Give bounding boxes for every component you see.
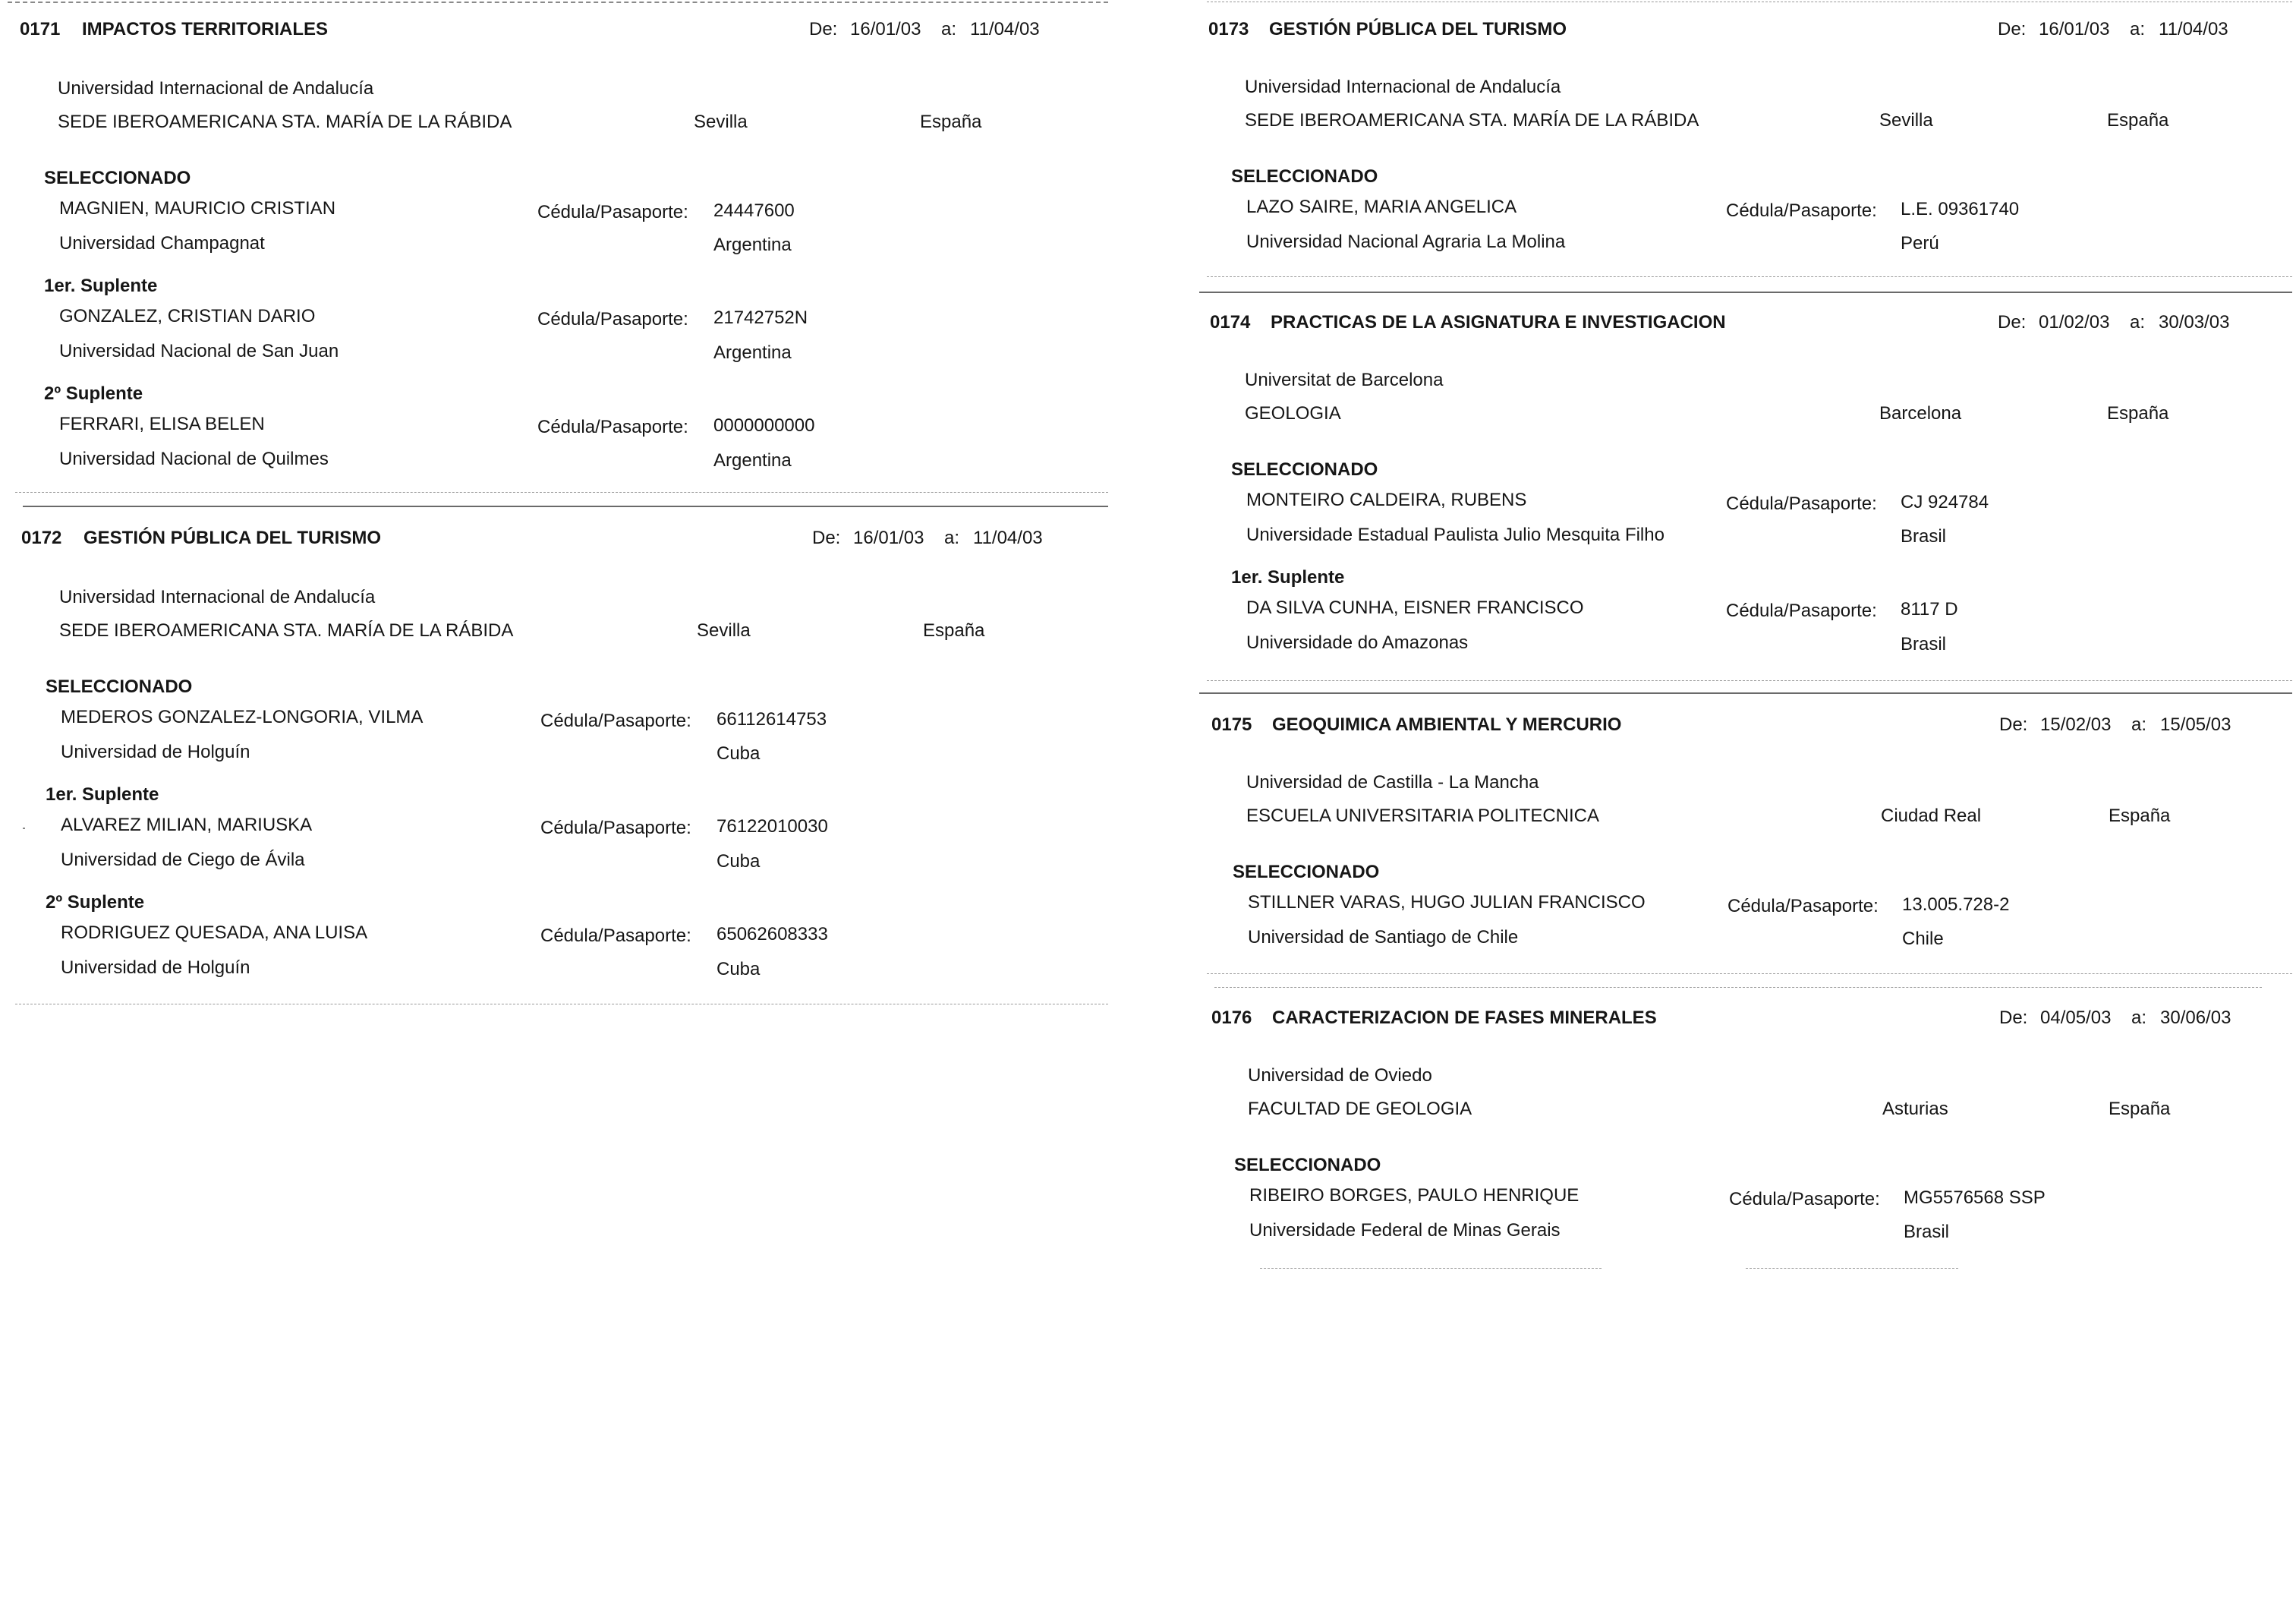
person-id: 13.005.728-2 [1902, 894, 2010, 915]
person-nationality: Cuba [717, 851, 761, 872]
date-to-label: a: [2130, 19, 2146, 39]
id-label: Cédula/Pasaporte: [537, 417, 688, 437]
person-id: 66112614753 [717, 709, 827, 730]
person-name: GONZALEZ, CRISTIAN DARIO [59, 306, 316, 326]
institution: Universitat de Barcelona [1245, 370, 1444, 390]
role-seleccionado: SELECCIONADO [1231, 166, 1378, 187]
role-seleccionado: SELECCIONADO [1234, 1155, 1381, 1175]
city: Sevilla [694, 112, 748, 132]
city: Sevilla [697, 620, 751, 641]
person-university: Universidade Federal de Minas Gerais [1249, 1220, 1561, 1241]
role-seleccionado: SELECCIONADO [44, 168, 191, 188]
person-nationality: Perú [1901, 233, 1939, 254]
divider [1260, 1268, 1602, 1269]
person-name: MAGNIEN, MAURICIO CRISTIAN [59, 198, 336, 219]
person-university: Universidad Nacional de Quilmes [59, 449, 329, 469]
id-label: Cédula/Pasaporte: [540, 926, 691, 946]
date-to: 11/04/03 [973, 528, 1043, 548]
divider [8, 2, 1108, 3]
person-university: Universidad de Ciego de Ávila [61, 850, 305, 870]
id-label: Cédula/Pasaporte: [537, 309, 688, 330]
person-nationality: Cuba [717, 959, 761, 979]
institution: Universidad de Castilla - La Mancha [1246, 772, 1539, 793]
divider [1207, 680, 2292, 681]
id-label: Cédula/Pasaporte: [540, 711, 691, 731]
divider [1207, 973, 2292, 974]
date-from-label: De: [1998, 312, 2027, 333]
role-seleccionado: SELECCIONADO [1233, 862, 1380, 882]
divider [1214, 987, 2262, 988]
person-university: Universidad de Holguín [61, 957, 250, 978]
person-id: MG5576568 SSP [1904, 1187, 2046, 1208]
record-code: 0175 [1211, 714, 1252, 735]
divider [23, 506, 1108, 507]
city: Sevilla [1879, 110, 1933, 131]
divider [1199, 692, 2292, 694]
id-label: Cédula/Pasaporte: [540, 818, 691, 838]
date-from: 16/01/03 [853, 528, 924, 548]
role-seleccionado: SELECCIONADO [1231, 459, 1378, 480]
date-to-label: a: [2131, 1008, 2147, 1028]
record-title: GEOQUIMICA AMBIENTAL Y MERCURIO [1272, 714, 1622, 735]
person-nationality: Brasil [1901, 634, 1947, 654]
institution: Universidad Internacional de Andalucía [58, 78, 374, 99]
person-id: 76122010030 [717, 816, 828, 837]
date-to-label: a: [944, 528, 960, 548]
person-name: STILLNER VARAS, HUGO JULIAN FRANCISCO [1248, 892, 1646, 913]
date-to-label: a: [2130, 312, 2146, 333]
divider [1746, 1268, 1958, 1269]
person-nationality: Brasil [1901, 526, 1947, 547]
record-title: CARACTERIZACION DE FASES MINERALES [1272, 1008, 1657, 1028]
person-university: Universidad Nacional de San Juan [59, 341, 339, 361]
center: SEDE IBEROAMERICANA STA. MARÍA DE LA RÁBIDA [58, 112, 512, 132]
divider [1199, 292, 2292, 293]
person-name: RIBEIRO BORGES, PAULO HENRIQUE [1249, 1185, 1579, 1206]
country: España [923, 620, 985, 641]
date-to-label: a: [941, 19, 957, 39]
institution: Universidad de Oviedo [1248, 1065, 1432, 1086]
record-title: GESTIÓN PÚBLICA DEL TURISMO [83, 528, 382, 548]
country: España [920, 112, 982, 132]
record-code: 0172 [21, 528, 62, 548]
date-to: 30/06/03 [2160, 1008, 2231, 1028]
person-university: Universidade do Amazonas [1246, 632, 1469, 653]
id-label: Cédula/Pasaporte: [1726, 601, 1877, 621]
person-nationality: Argentina [713, 235, 792, 255]
date-to: 15/05/03 [2160, 714, 2231, 735]
person-name: MONTEIRO CALDEIRA, RUBENS [1246, 490, 1527, 510]
scan-speck [23, 828, 25, 829]
divider [1207, 276, 2292, 277]
record-code: 0174 [1210, 312, 1251, 333]
country: España [2109, 806, 2171, 826]
person-name: LAZO SAIRE, MARIA ANGELICA [1246, 197, 1517, 217]
date-to: 11/04/03 [970, 19, 1040, 39]
id-label: Cédula/Pasaporte: [1726, 200, 1877, 221]
date-to: 30/03/03 [2159, 312, 2230, 333]
person-nationality: Brasil [1904, 1222, 1950, 1242]
record-title: PRACTICAS DE LA ASIGNATURA E INVESTIGACION [1271, 312, 1726, 333]
date-from: 15/02/03 [2040, 714, 2112, 735]
institution: Universidad Internacional de Andalucía [59, 587, 376, 607]
person-nationality: Argentina [713, 342, 792, 363]
person-id: CJ 924784 [1901, 492, 1989, 512]
person-nationality: Cuba [717, 743, 761, 764]
person-nationality: Chile [1902, 929, 1944, 949]
id-label: Cédula/Pasaporte: [1728, 896, 1879, 916]
person-id: 24447600 [713, 200, 795, 221]
date-from: 16/01/03 [2039, 19, 2110, 39]
role-suplente-2: 2º Suplente [44, 383, 143, 404]
city: Barcelona [1879, 403, 1962, 424]
role-seleccionado: SELECCIONADO [46, 676, 193, 697]
person-university: Universidade Estadual Paulista Julio Mesquita Filho [1246, 525, 1665, 545]
record-code: 0176 [1211, 1008, 1252, 1028]
person-id: L.E. 09361740 [1901, 199, 2020, 219]
role-suplente-1: 1er. Suplente [46, 784, 159, 805]
date-from-label: De: [1999, 1008, 2028, 1028]
date-from: 01/02/03 [2039, 312, 2110, 333]
id-label: Cédula/Pasaporte: [1726, 494, 1877, 514]
country: España [2109, 1099, 2171, 1119]
person-nationality: Argentina [713, 450, 792, 471]
date-to-label: a: [2131, 714, 2147, 735]
person-university: Universidad Champagnat [59, 233, 265, 254]
person-id: 8117 D [1901, 599, 1958, 620]
city: Asturias [1882, 1099, 1948, 1119]
person-name: DA SILVA CUNHA, EISNER FRANCISCO [1246, 598, 1584, 618]
date-from-label: De: [812, 528, 841, 548]
country: España [2107, 403, 2169, 424]
person-university: Universidad de Holguín [61, 742, 250, 762]
record-title: GESTIÓN PÚBLICA DEL TURISMO [1269, 19, 1567, 39]
person-name: MEDEROS GONZALEZ-LONGORIA, VILMA [61, 707, 424, 727]
date-from: 16/01/03 [850, 19, 921, 39]
person-id: 65062608333 [717, 924, 828, 944]
person-id: 0000000000 [713, 415, 815, 436]
date-from-label: De: [809, 19, 838, 39]
role-suplente-1: 1er. Suplente [1231, 567, 1345, 588]
person-name: RODRIGUEZ QUESADA, ANA LUISA [61, 922, 368, 943]
center: FACULTAD DE GEOLOGIA [1248, 1099, 1472, 1119]
divider [15, 492, 1108, 493]
id-label: Cédula/Pasaporte: [1729, 1189, 1880, 1209]
date-from-label: De: [1998, 19, 2027, 39]
center: SEDE IBEROAMERICANA STA. MARÍA DE LA RÁBIDA [1245, 110, 1699, 131]
role-suplente-2: 2º Suplente [46, 892, 145, 913]
record-code: 0171 [20, 19, 61, 39]
center: ESCUELA UNIVERSITARIA POLITECNICA [1246, 806, 1600, 826]
date-to: 11/04/03 [2159, 19, 2228, 39]
country: España [2107, 110, 2169, 131]
person-id: 21742752N [713, 307, 808, 328]
record-title: IMPACTOS TERRITORIALES [82, 19, 329, 39]
record-code: 0173 [1208, 19, 1249, 39]
person-name: ALVAREZ MILIAN, MARIUSKA [61, 815, 313, 835]
city: Ciudad Real [1881, 806, 1982, 826]
date-from: 04/05/03 [2040, 1008, 2112, 1028]
center: SEDE IBEROAMERICANA STA. MARÍA DE LA RÁBIDA [59, 620, 514, 641]
person-university: Universidad de Santiago de Chile [1248, 927, 1519, 948]
date-from-label: De: [1999, 714, 2028, 735]
center: GEOLOGIA [1245, 403, 1341, 424]
person-name: FERRARI, ELISA BELEN [59, 414, 265, 434]
role-suplente-1: 1er. Suplente [44, 276, 158, 296]
institution: Universidad Internacional de Andalucía [1245, 77, 1561, 97]
person-university: Universidad Nacional Agraria La Molina [1246, 232, 1566, 252]
id-label: Cédula/Pasaporte: [537, 202, 688, 222]
